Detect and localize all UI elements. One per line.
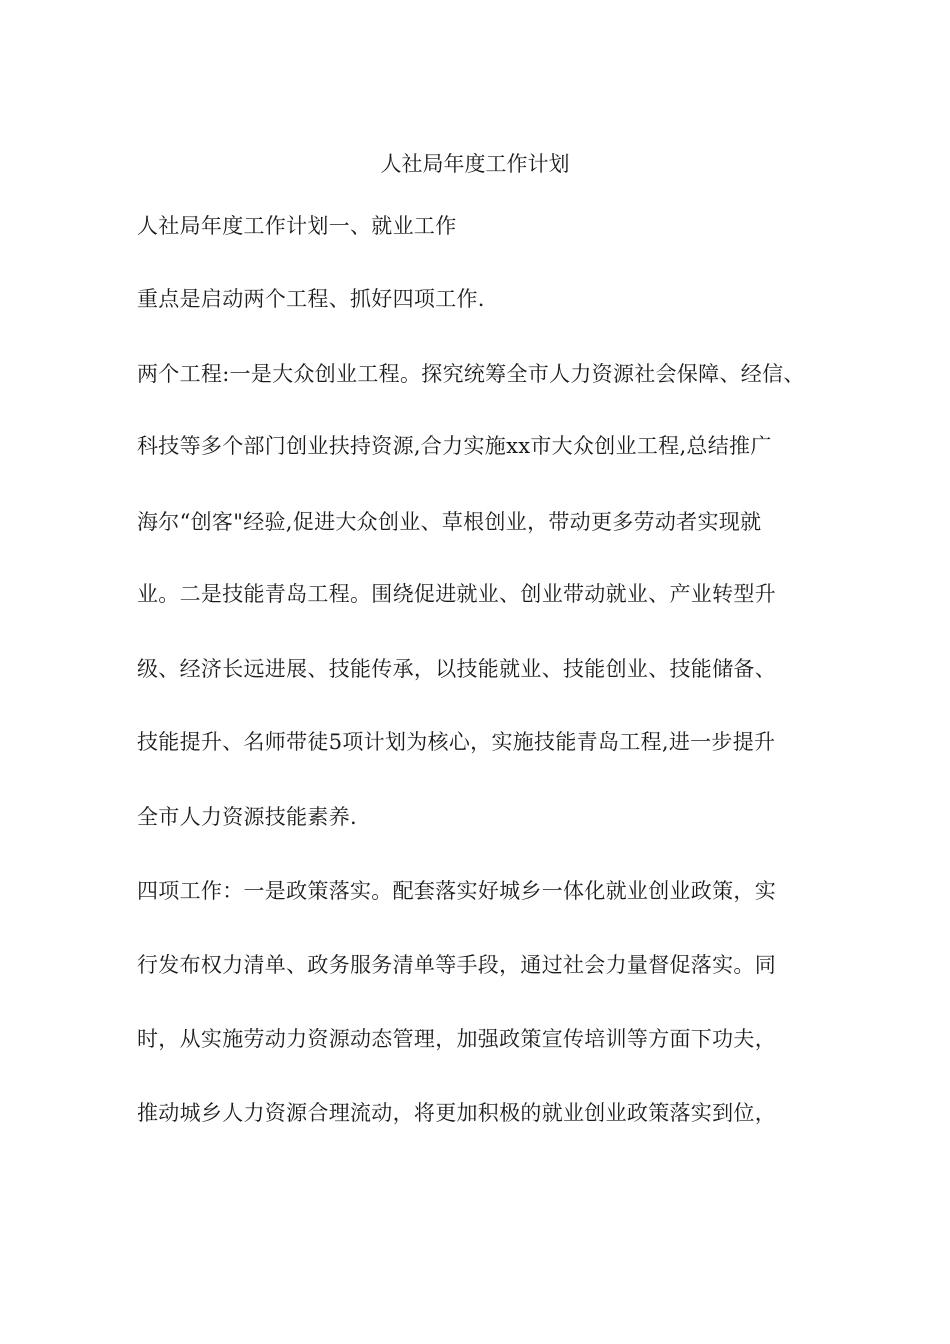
- paragraph-line: 科技等多个部门创业扶持资源,合力实施xx市大众创业工程,总结推广: [137, 434, 772, 458]
- paragraph-line: 时，从实施劳动力资源动态管理，加强政策宣传培训等方面下功夫，: [137, 1027, 776, 1051]
- paragraph-line: 技能提升、名师带徒5项计划为核心，实施技能青岛工程,进一步提升: [137, 730, 776, 754]
- paragraph-line: 重点是启动两个工程、抓好四项工作.: [137, 287, 485, 311]
- paragraph-line: 海尔“创客"经验,促进大众创业、草根创业，带动更多劳动者实现就: [137, 510, 762, 534]
- document-title: 人社局年度工作计划: [380, 152, 570, 176]
- paragraph-line: 全市人力资源技能素养.: [137, 805, 357, 829]
- paragraph-line: 行发布权力清单、政务服务清单等手段，通过社会力量督促落实。同: [137, 953, 776, 977]
- paragraph-line: 推动城乡人力资源合理流动，将更加积极的就业创业政策落实到位，: [137, 1101, 776, 1125]
- section-heading: 人社局年度工作计划一、就业工作: [137, 214, 457, 238]
- paragraph-line: 级、经济长远进展、技能传承，以技能就业、技能创业、技能储备、: [137, 657, 776, 681]
- paragraph-line: 两个工程:一是大众创业工程。探究统筹全市人力资源社会保障、经信、: [137, 362, 805, 386]
- paragraph-line: 四项工作：一是政策落实。配套落实好城乡一体化就业创业政策，实: [137, 879, 776, 903]
- paragraph-line: 业。二是技能青岛工程。围绕促进就业、创业带动就业、产业转型升: [137, 582, 776, 606]
